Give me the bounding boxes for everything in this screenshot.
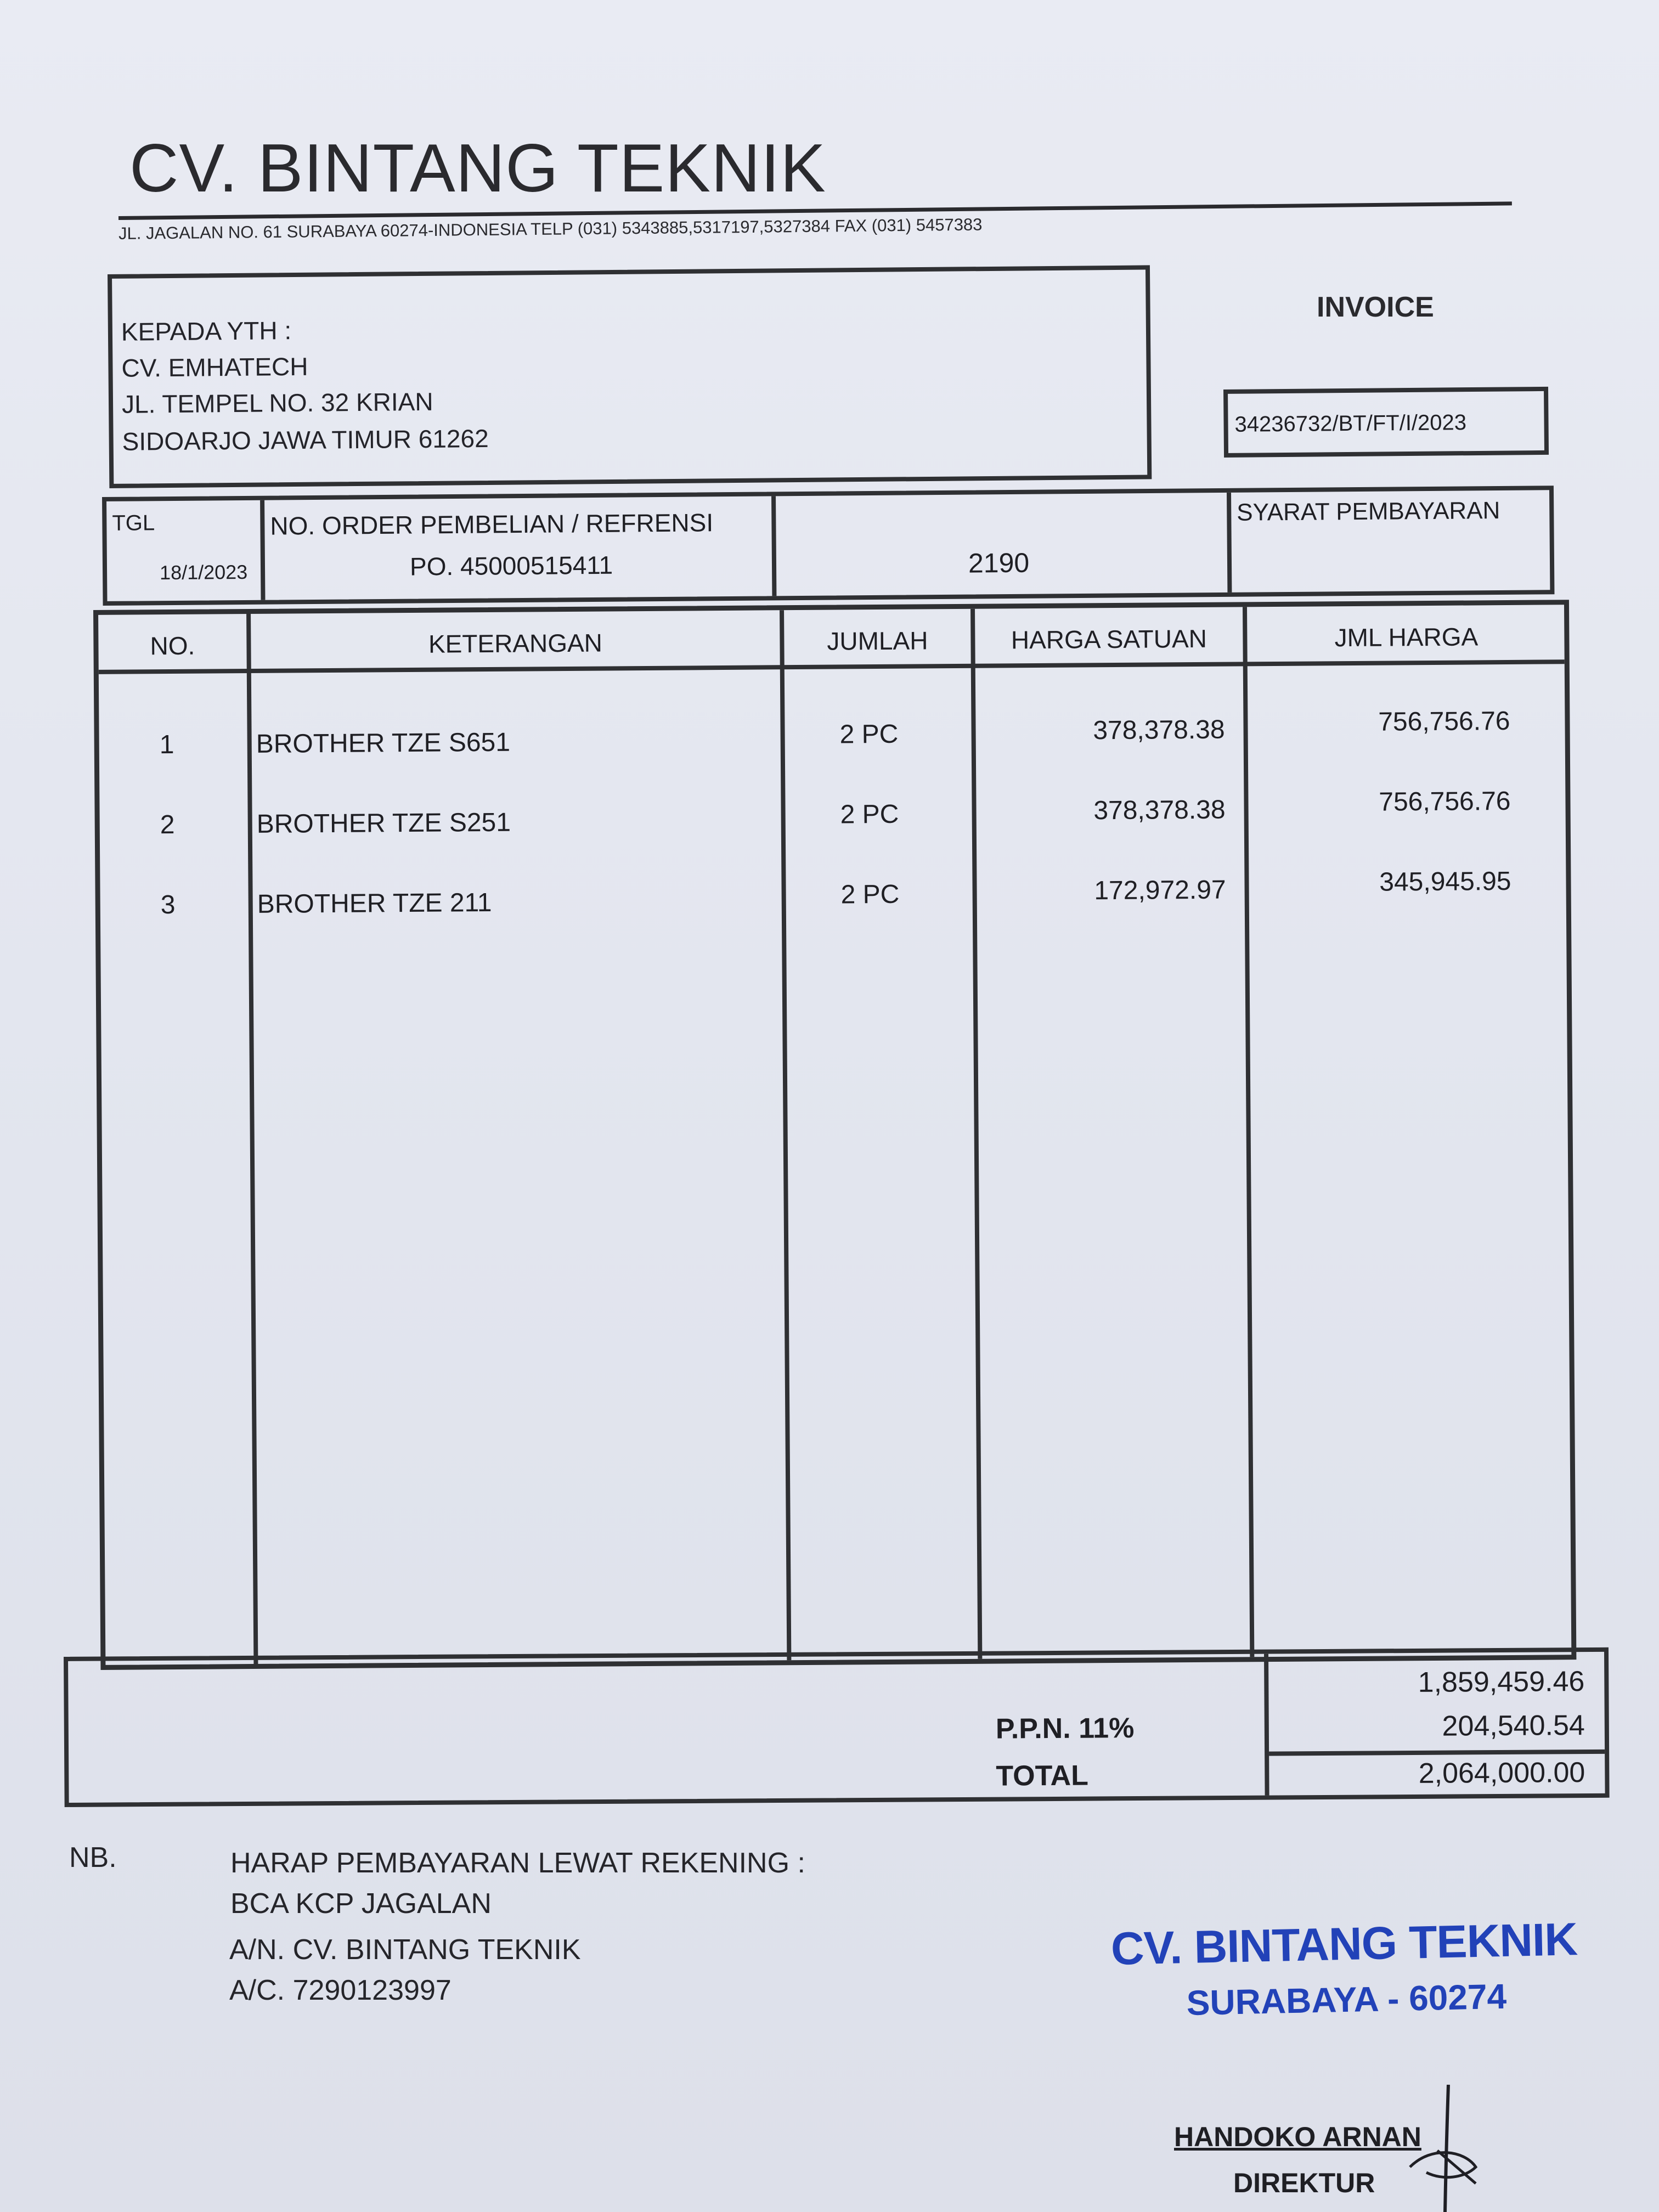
header-quantity: JUMLAH — [827, 626, 928, 656]
signer-name: HANDOKO ARNAN — [1174, 2121, 1421, 2152]
order-ref-cell — [264, 496, 776, 600]
recipient-line: KEPADA YTH : — [121, 316, 292, 346]
note-line: HARAP PEMBAYARAN LEWAT REKENING : — [230, 1847, 805, 1879]
order-ref-value: PO. 45000515411 — [409, 550, 613, 581]
company-stamp-city: SURABAYA - 60274 — [1186, 1976, 1507, 2023]
tax-value: 204,540.54 — [1442, 1709, 1585, 1742]
header-unit-price: HARGA SATUAN — [1011, 624, 1207, 654]
invoice-title: INVOICE — [1317, 291, 1434, 323]
row-unit-price: 172,972.97 — [1094, 875, 1226, 906]
note-label: NB. — [69, 1842, 117, 1874]
row-description: BROTHER TZE S251 — [256, 808, 511, 839]
row-number: 1 — [159, 730, 174, 760]
order-info-row — [102, 486, 1554, 606]
reference-number: 2190 — [968, 547, 1030, 579]
signer-title: DIREKTUR — [1233, 2168, 1375, 2198]
recipient-line: JL. TEMPEL NO. 32 KRIAN — [121, 387, 433, 419]
totals-divider — [1264, 1654, 1269, 1796]
row-amount: 756,756.76 — [1378, 706, 1510, 737]
order-ref-label: NO. ORDER PEMBELIAN / REFRENSI — [270, 508, 714, 540]
row-quantity: 2 PC — [839, 719, 899, 749]
row-number: 2 — [160, 810, 175, 840]
payment-terms-cell — [1231, 490, 1550, 592]
row-quantity: 2 PC — [840, 879, 900, 910]
row-unit-price: 378,378.38 — [1093, 795, 1226, 826]
total-label: TOTAL — [996, 1759, 1089, 1792]
date-value: 18/1/2023 — [159, 560, 248, 584]
row-amount: 345,945.95 — [1379, 866, 1511, 897]
row-amount: 756,756.76 — [1379, 786, 1511, 817]
recipient-box — [108, 265, 1152, 488]
note-line: A/C. 7290123997 — [229, 1974, 452, 2006]
row-description: BROTHER TZE S651 — [256, 727, 511, 759]
header-no: NO. — [150, 631, 195, 661]
recipient-line: SIDOARJO JAWA TIMUR 61262 — [122, 424, 489, 456]
row-quantity: 2 PC — [840, 799, 899, 830]
row-number: 3 — [160, 890, 176, 920]
note-line: BCA KCP JAGALAN — [230, 1888, 492, 1920]
company-stamp-name: CV. BINTANG TEKNIK — [1110, 1913, 1578, 1974]
date-cell — [106, 500, 265, 601]
note-line: A/N. CV. BINTANG TEKNIK — [229, 1934, 581, 1966]
date-label: TGL — [112, 511, 155, 535]
totals-box — [64, 1647, 1610, 1807]
company-address: JL. JAGALAN NO. 61 SURABAYA 60274-INDONESIA TELP (031) 5343885,5317197,5327384 FAX (031) 5457383 — [118, 215, 983, 243]
recipient-line: CV. EMHATECH — [121, 352, 308, 382]
column-divider — [1243, 607, 1254, 1657]
items-table — [93, 600, 1576, 1670]
invoice-number: 34236732/BT/FT/I/2023 — [1234, 410, 1467, 437]
column-divider — [970, 609, 982, 1659]
row-unit-price: 378,378.38 — [1093, 715, 1225, 746]
total-row-divider — [1269, 1750, 1605, 1756]
reference-number-cell — [776, 493, 1232, 596]
subtotal-value: 1,859,459.46 — [1418, 1666, 1585, 1699]
tax-label: P.P.N. 11% — [995, 1712, 1135, 1745]
invoice-number-box — [1223, 387, 1549, 458]
payment-terms-label: SYARAT PEMBAYARAN — [1237, 496, 1500, 526]
column-divider — [780, 610, 791, 1660]
row-description: BROTHER TZE 211 — [257, 888, 492, 919]
company-name: CV. BINTANG TEKNIK — [129, 131, 826, 206]
column-divider — [246, 614, 258, 1664]
header-divider — [99, 659, 1565, 674]
total-value: 2,064,000.00 — [1418, 1757, 1585, 1790]
header-description: KETERANGAN — [428, 628, 603, 658]
header-amount: JML HARGA — [1334, 622, 1479, 652]
